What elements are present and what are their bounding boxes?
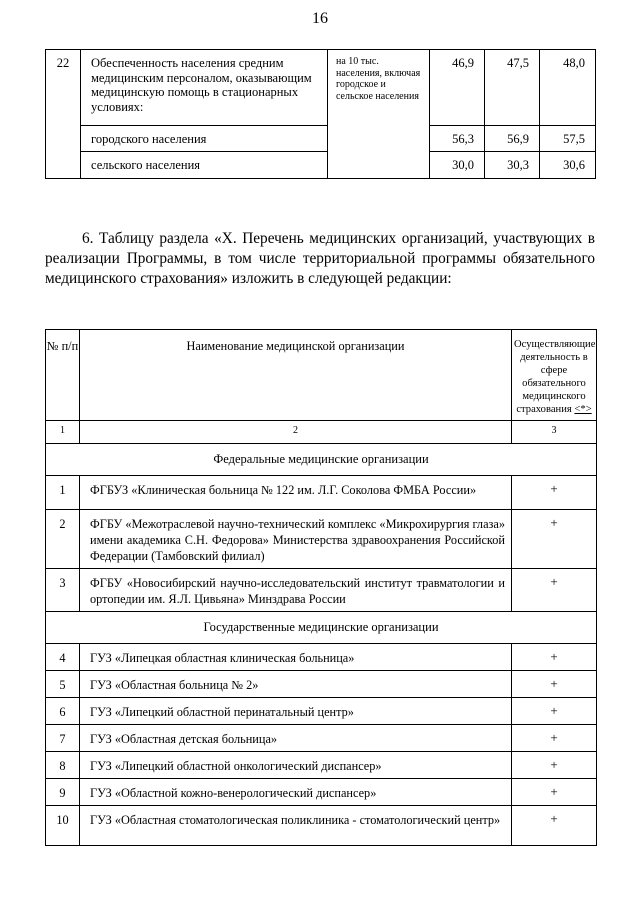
row-number: 7 — [46, 725, 80, 752]
row-number: 4 — [46, 644, 80, 671]
oms-mark: + — [512, 779, 597, 806]
organization-name: ГУЗ «Областная больница № 2» — [80, 671, 512, 698]
indicator-table — [45, 49, 596, 179]
oms-mark: + — [512, 569, 597, 612]
oms-mark: + — [512, 698, 597, 725]
page-number: 16 — [312, 10, 328, 27]
row-number: 3 — [46, 569, 80, 612]
row-number: 5 — [46, 671, 80, 698]
oms-mark: + — [512, 752, 597, 779]
value-cell: 46,9 — [430, 50, 485, 126]
oms-mark: + — [512, 806, 597, 846]
indicator-name: Обеспеченность населения средним медицинским персоналом, оказывающим медицинскую помощь в стационарных условиях: — [81, 50, 328, 126]
column-number: 3 — [512, 421, 597, 444]
row-number: 22 — [46, 50, 81, 179]
table-row — [46, 779, 597, 806]
row-number: 8 — [46, 752, 80, 779]
table-row — [46, 510, 597, 569]
table-row — [46, 50, 596, 126]
value-cell: 57,5 — [540, 126, 596, 152]
value-cell: 30,6 — [540, 152, 596, 179]
table-row — [46, 644, 597, 671]
row-number: 9 — [46, 779, 80, 806]
value-cell: 47,5 — [485, 50, 540, 126]
organization-name: ГУЗ «Липецкая областная клиническая больница» — [80, 644, 512, 671]
value-cell: 30,0 — [430, 152, 485, 179]
table-row — [46, 152, 596, 179]
oms-mark: + — [512, 671, 597, 698]
table-row — [46, 671, 597, 698]
organization-name: ФГБУ «Новосибирский научно-исследовательский институт травматологии и ортопедии им. Я.Л. Цивьяна» Минздрава России — [80, 569, 512, 612]
footnote-link[interactable]: <*> — [574, 404, 592, 415]
section-row — [46, 612, 597, 644]
oms-mark: + — [512, 510, 597, 569]
table-row — [46, 126, 596, 152]
unit-cell: на 10 тыс. населения, включая городское и сельское населения — [328, 50, 430, 179]
oms-mark: + — [512, 644, 597, 671]
table-header-row — [46, 330, 597, 421]
column-number: 2 — [80, 421, 512, 444]
header-oms — [512, 330, 597, 421]
value-cell: 56,3 — [430, 126, 485, 152]
value-cell: 56,9 — [485, 126, 540, 152]
section-title: Государственные медицинские организации — [46, 612, 597, 644]
organization-name: ГУЗ «Липецкий областной перинатальный центр» — [80, 698, 512, 725]
column-number-row — [46, 421, 597, 444]
value-cell: 48,0 — [540, 50, 596, 126]
organizations-table — [45, 329, 597, 846]
row-number: 10 — [46, 806, 80, 846]
header-oms-text: Осуществляющие деятельность в сфере обязательного медицинского страхования — [514, 339, 596, 415]
oms-mark: + — [512, 725, 597, 752]
section-title: Федеральные медицинские организации — [46, 444, 597, 476]
table-row — [46, 752, 597, 779]
header-name: Наименование медицинской организации — [80, 330, 512, 421]
table-row — [46, 569, 597, 612]
subrow-label: городского населения — [81, 126, 328, 152]
section-row — [46, 444, 597, 476]
column-number: 1 — [46, 421, 80, 444]
subrow-label: сельского населения — [81, 152, 328, 179]
row-number: 1 — [46, 476, 80, 510]
table-row — [46, 725, 597, 752]
organization-name: ФГБУ «Межотраслевой научно-технический комплекс «Микрохирургия глаза» имени академика С.Н. Федорова» Министерства здравоохранения Российской Федерации (Тамбовский филиал) — [80, 510, 512, 569]
row-number: 2 — [46, 510, 80, 569]
organization-name: ГУЗ «Областная детская больница» — [80, 725, 512, 752]
table-row — [46, 698, 597, 725]
organization-name: ФГБУЗ «Клиническая больница № 122 им. Л.Г. Соколова ФМБА России» — [80, 476, 512, 510]
value-cell: 30,3 — [485, 152, 540, 179]
table-row — [46, 806, 597, 846]
amendment-paragraph: 6. Таблицу раздела «X. Перечень медицинских организаций, участвующих в реализации Программы, в том числе территориальной программы обязательного медицинского страхования» изложить в следующей редакции: — [45, 230, 595, 287]
row-number: 6 — [46, 698, 80, 725]
organization-name: ГУЗ «Областная стоматологическая поликлиника - стоматологический центр» — [80, 806, 512, 846]
header-number: № п/п — [46, 330, 80, 421]
oms-mark: + — [512, 476, 597, 510]
organization-name: ГУЗ «Областной кожно-венерологический диспансер» — [80, 779, 512, 806]
table-row — [46, 476, 597, 510]
organization-name: ГУЗ «Липецкий областной онкологический диспансер» — [80, 752, 512, 779]
